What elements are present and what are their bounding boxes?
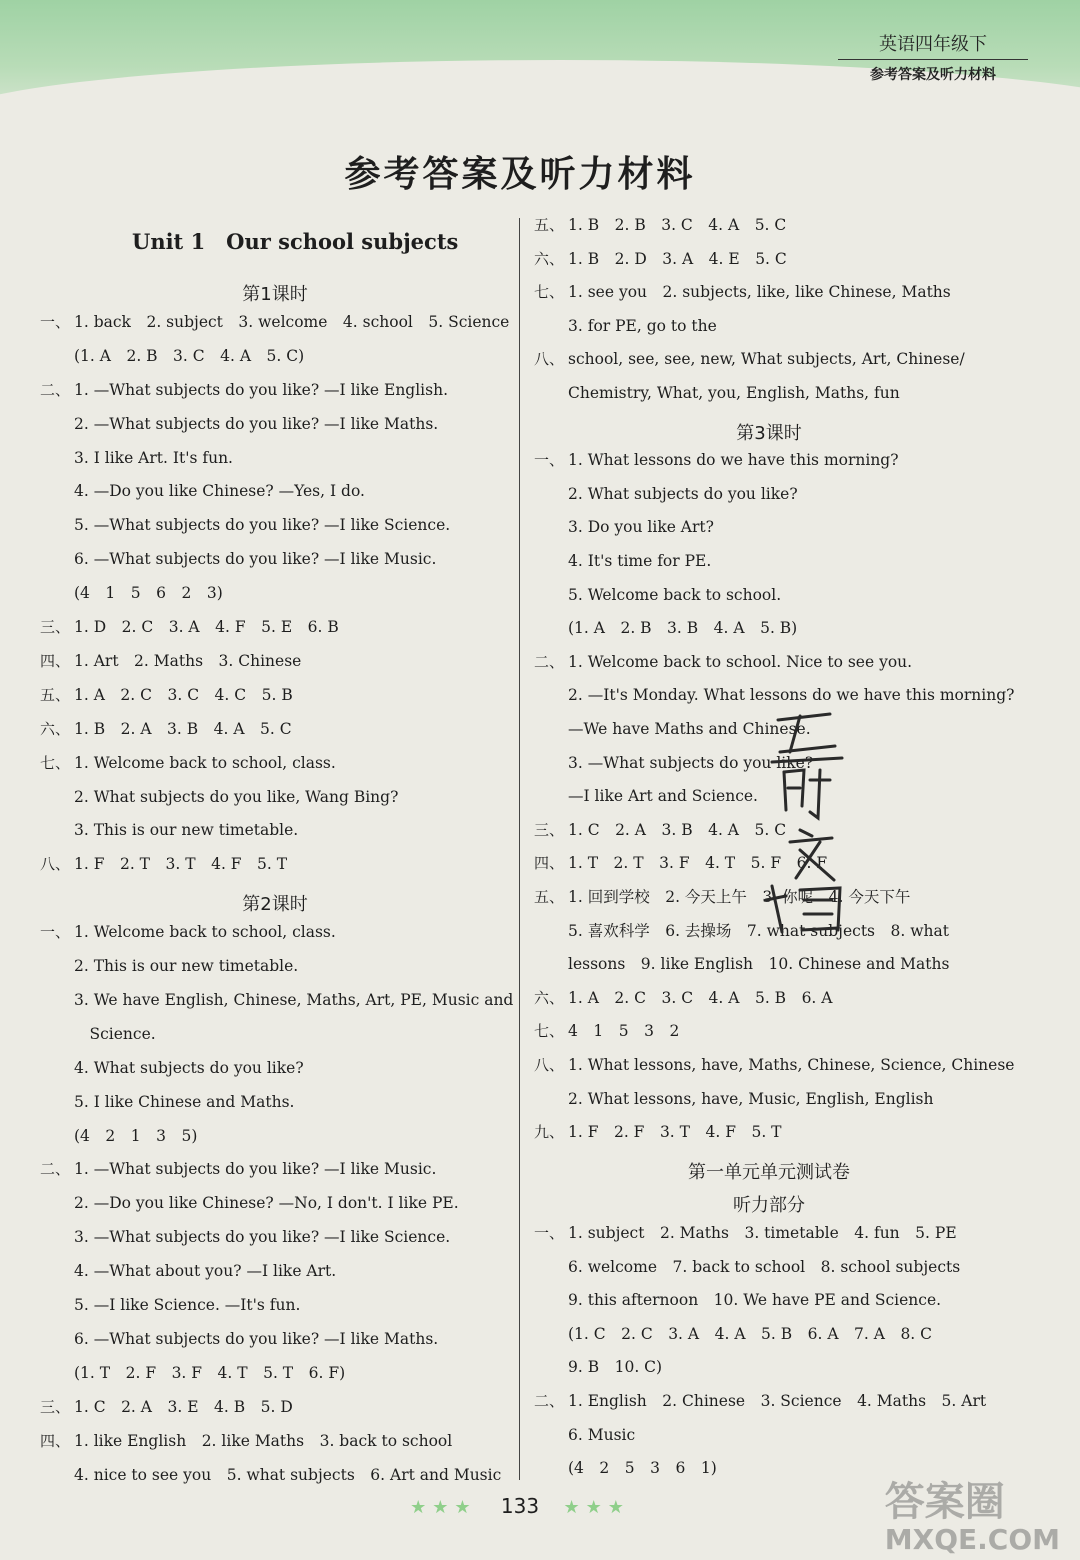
question-number-label: 三、 xyxy=(40,1397,71,1416)
answer-text: —We have Maths and Chinese. xyxy=(568,720,811,738)
answer-line xyxy=(40,787,398,807)
answer-line xyxy=(40,481,365,501)
answer-text: 3. This is our new timetable. xyxy=(74,821,299,840)
answer-text: 1. English 2. Chinese 3. Science 4. Maths 5. Art xyxy=(568,1392,987,1410)
page-number: 133 xyxy=(500,1494,540,1518)
answer-text: 1. D 2. C 3. A 4. F 5. E 6. B xyxy=(74,618,339,636)
answer-line xyxy=(534,921,949,941)
answer-line xyxy=(534,1458,717,1478)
section-title: 听力部分 xyxy=(733,1195,805,1217)
answer-text: 2. What subjects do you like? xyxy=(568,484,798,503)
question-number-label: 六、 xyxy=(534,988,565,1007)
answer-line xyxy=(534,618,797,638)
answer-line xyxy=(40,515,450,535)
footer-stars-left: ★★★ xyxy=(410,1497,477,1518)
answer-text: 6. —What subjects do you like? —I like Maths. xyxy=(74,1329,439,1348)
answer-text: 6. —What subjects do you like? —I like Music. xyxy=(74,550,437,569)
answer-line xyxy=(40,1261,336,1281)
answer-text: 1. Art 2. Maths 3. Chinese xyxy=(74,651,302,670)
answer-text: 2. —What subjects do you like? —I like Maths. xyxy=(74,414,439,433)
header-subtitle: 参考答案及听力材料 xyxy=(870,67,996,83)
question-number-label: 九、 xyxy=(534,1123,565,1142)
answer-text: 1. see you 2. subjects, like, like Chinese, Maths xyxy=(568,283,951,302)
answer-text: 1. B 2. B 3. C 4. A 5. C xyxy=(568,216,787,234)
answer-line xyxy=(40,312,509,332)
answer-line xyxy=(40,922,336,942)
question-number-label: 五、 xyxy=(534,216,565,234)
answer-text: 5. Welcome back to school. xyxy=(568,585,782,604)
answer-line xyxy=(534,383,900,403)
answer-line xyxy=(40,651,301,671)
answer-text: 9. B 10. C) xyxy=(568,1358,663,1377)
answer-line xyxy=(534,450,899,470)
answer-line xyxy=(534,316,717,336)
answer-line xyxy=(40,1431,452,1451)
answer-line xyxy=(534,1021,679,1041)
answer-line xyxy=(534,1425,635,1445)
answer-line xyxy=(40,346,304,366)
answer-text: 4. nice to see you 5. what subjects 6. Art and Music xyxy=(74,1465,502,1484)
answer-line xyxy=(40,1193,459,1213)
answer-line xyxy=(534,1290,941,1310)
answer-text: 5. —I like Science. —It's fun. xyxy=(74,1296,301,1314)
answer-text: —I like Art and Science. xyxy=(568,787,758,806)
section-title: 第一单元单元测试卷 xyxy=(688,1161,850,1183)
answer-text: 1. 回到学校 2. 今天上午 3. 你呢 4. 今天下午 xyxy=(568,888,911,906)
answer-line xyxy=(40,1363,345,1383)
answer-text: 1. A 2. C 3. C 4. A 5. B 6. A xyxy=(568,988,833,1007)
question-number-label: 一、 xyxy=(534,451,565,470)
answer-line xyxy=(534,954,949,974)
answer-text: 5. —What subjects do you like? —I like Science. xyxy=(74,516,451,535)
answer-line xyxy=(40,1329,438,1349)
answer-line xyxy=(40,380,448,400)
answer-line xyxy=(40,820,298,840)
answer-text: (1. A 2. B 3. B 4. A 5. B) xyxy=(568,619,798,638)
answer-line xyxy=(40,753,336,773)
answer-line xyxy=(534,1324,932,1344)
answer-line xyxy=(534,585,781,605)
answer-text: (4 2 5 3 6 1) xyxy=(568,1459,717,1478)
answer-line xyxy=(40,719,292,739)
answer-text: 1. —What subjects do you like? —I like English. xyxy=(74,380,449,399)
answer-line xyxy=(534,517,714,537)
answer-text: Science. xyxy=(74,1024,156,1043)
handwritten-annotation-icon xyxy=(760,700,860,940)
answer-text: 1. —What subjects do you like? —I like Music. xyxy=(74,1160,437,1179)
answer-text: 1. Welcome back to school, class. xyxy=(74,753,336,772)
answer-line xyxy=(534,1055,1014,1075)
question-number-label: 三、 xyxy=(534,820,565,839)
answer-line xyxy=(534,551,711,571)
answer-text: 4. What subjects do you like? xyxy=(74,1058,304,1077)
question-number-label: 七、 xyxy=(40,753,71,772)
answer-text: 1. like English 2. like Maths 3. back to school xyxy=(74,1431,453,1450)
answer-text: 1. B 2. A 3. B 4. A 5. C xyxy=(74,719,292,738)
question-number-label: 一、 xyxy=(534,1224,565,1242)
answer-text: 3. Do you like Art? xyxy=(568,518,714,537)
answer-line xyxy=(40,583,223,603)
question-number-label: 五、 xyxy=(534,888,565,906)
question-number-label: 六、 xyxy=(534,249,565,268)
answer-text: 6. welcome 7. back to school 8. school subjects xyxy=(568,1257,961,1276)
answer-text: 4 1 5 3 2 xyxy=(568,1022,680,1041)
answer-text: 1. F 2. T 3. T 4. F 5. T xyxy=(74,855,288,874)
question-number-label: 六、 xyxy=(40,719,71,738)
answer-text: 1. back 2. subject 3. welcome 4. school 5. Science xyxy=(74,312,510,331)
answer-line xyxy=(534,652,912,672)
answer-line xyxy=(534,1223,957,1243)
answer-line xyxy=(40,685,293,705)
answer-text: 3. —What subjects do you like? —I like Science. xyxy=(74,1228,451,1247)
answer-text: 1. A 2. C 3. C 4. C 5. B xyxy=(74,685,293,704)
answer-line xyxy=(40,617,339,637)
question-number-label: 二、 xyxy=(40,380,71,399)
question-number-label: 一、 xyxy=(40,923,71,942)
answer-text: 2. What lessons, have, Music, English, English xyxy=(568,1089,934,1108)
answer-text: (1. A 2. B 3. C 4. A 5. C) xyxy=(74,346,305,365)
answer-text: 2. What subjects do you like, Wang Bing? xyxy=(74,787,399,806)
header-grade: 英语四年级下 xyxy=(838,30,1028,60)
answer-text: 3. We have English, Chinese, Maths, Art, PE, Music and xyxy=(74,990,514,1009)
answer-text: 3. for PE, go to the xyxy=(568,316,717,335)
answer-line xyxy=(40,1126,197,1146)
answer-text: Chemistry, What, you, English, Maths, fun xyxy=(568,384,900,402)
answer-line xyxy=(40,1092,294,1112)
answer-line xyxy=(534,1357,662,1377)
answer-text: 5. 喜欢科学 6. 去操场 7. what subjects 8. what xyxy=(568,921,949,940)
answer-line xyxy=(534,249,787,269)
answer-line xyxy=(40,990,513,1010)
answer-line xyxy=(534,1257,960,1277)
answer-text: 1. Welcome back to school, class. xyxy=(74,923,336,942)
answer-line xyxy=(40,448,233,468)
answer-line xyxy=(534,282,951,302)
answer-text: 3. —What subjects do you like? xyxy=(568,753,814,772)
question-number-label: 八、 xyxy=(40,855,71,874)
page-title: 参考答案及听力材料 xyxy=(344,154,696,195)
answer-line xyxy=(40,414,438,434)
answer-text: 1. C 2. A 3. B 4. A 5. C xyxy=(568,820,787,839)
answer-text: 1. T 2. T 3. F 4. T 5. F 6. F xyxy=(568,854,828,873)
unit-title: Unit 1 Our school subjects xyxy=(132,229,459,254)
answer-text: 1. F 2. F 3. T 4. F 5. T xyxy=(568,1123,782,1142)
answer-text: (1. T 2. F 3. F 4. T 5. T 6. F) xyxy=(74,1363,346,1382)
question-number-label: 二、 xyxy=(534,1392,565,1410)
answer-text: 3. I like Art. It's fun. xyxy=(74,448,233,467)
answer-text: 1. Welcome back to school. Nice to see you. xyxy=(568,652,913,671)
answer-text: (4 1 5 6 2 3) xyxy=(74,584,223,603)
answer-text: 1. C 2. A 3. E 4. B 5. D xyxy=(74,1397,293,1416)
running-header xyxy=(838,30,1028,84)
answer-line xyxy=(534,786,758,806)
question-number-label: 五、 xyxy=(40,685,71,704)
answer-line xyxy=(534,215,786,235)
question-number-label: 七、 xyxy=(534,283,565,302)
answer-text: school, see, see, new, What subjects, Art, Chinese/ xyxy=(568,350,965,369)
answer-line xyxy=(534,349,965,369)
answer-line xyxy=(534,1122,782,1142)
question-number-label: 三、 xyxy=(40,618,71,636)
answer-line xyxy=(534,1089,934,1109)
answer-line xyxy=(40,1024,156,1044)
answer-line xyxy=(40,1159,436,1179)
column-divider xyxy=(519,218,520,1480)
answer-text: 1. subject 2. Maths 3. timetable 4. fun 5. PE xyxy=(568,1224,957,1242)
answer-line xyxy=(534,1391,986,1411)
answer-line xyxy=(40,1397,293,1417)
answer-line xyxy=(40,854,287,874)
answer-line xyxy=(40,1058,304,1078)
question-number-label: 四、 xyxy=(534,854,565,873)
answer-text: 4. —What about you? —I like Art. xyxy=(74,1262,337,1281)
answer-text: 2. —Do you like Chinese? —No, I don't. I like PE. xyxy=(74,1194,459,1213)
answer-text: 1. B 2. D 3. A 4. E 5. C xyxy=(568,249,787,268)
section-title: 第2课时 xyxy=(242,894,308,916)
answer-line xyxy=(534,988,832,1008)
question-number-label: 二、 xyxy=(534,652,565,671)
watermark-logo xyxy=(885,1470,1060,1556)
answer-text: 1. What lessons do we have this morning? xyxy=(568,451,899,470)
answer-text: 4. —Do you like Chinese? —Yes, I do. xyxy=(74,482,365,501)
question-number-label: 八、 xyxy=(534,350,565,369)
watermark-url: MXQE.COM xyxy=(884,1523,1060,1556)
question-number-label: 四、 xyxy=(40,1431,71,1450)
watermark-text: 答案圈 xyxy=(884,1479,1005,1525)
answer-line xyxy=(40,956,298,976)
answer-text: (1. C 2. C 3. A 4. A 5. B 6. A 7. A 8. C xyxy=(568,1324,933,1343)
answer-line xyxy=(40,1295,300,1315)
answer-line xyxy=(534,484,798,504)
answer-line xyxy=(40,1227,450,1247)
answer-text: 2. —It's Monday. What lessons do we have this morning? xyxy=(568,686,1015,705)
answer-text: 4. It's time for PE. xyxy=(568,552,712,570)
answer-text: 9. this afternoon 10. We have PE and Science. xyxy=(568,1291,942,1310)
question-number-label: 七、 xyxy=(534,1022,565,1041)
section-title: 第1课时 xyxy=(242,284,308,305)
answer-text: 2. This is our new timetable. xyxy=(74,957,299,975)
question-number-label: 二、 xyxy=(40,1160,71,1179)
question-number-label: 八、 xyxy=(534,1056,565,1074)
answer-text: lessons 9. like English 10. Chinese and Maths xyxy=(568,955,950,974)
answer-line xyxy=(534,820,786,840)
question-number-label: 一、 xyxy=(40,312,71,331)
answer-text: 6. Music xyxy=(568,1425,636,1444)
footer-stars-right: ★★★ xyxy=(563,1497,630,1518)
section-title: 第3课时 xyxy=(736,422,802,444)
answer-text: 1. What lessons, have, Maths, Chinese, Science, Chinese xyxy=(568,1056,1015,1074)
answer-text: (4 2 1 3 5) xyxy=(74,1126,198,1145)
answer-text: 5. I like Chinese and Maths. xyxy=(74,1092,295,1111)
question-number-label: 四、 xyxy=(40,651,71,670)
answer-line xyxy=(40,549,436,569)
answer-line xyxy=(40,1465,501,1485)
